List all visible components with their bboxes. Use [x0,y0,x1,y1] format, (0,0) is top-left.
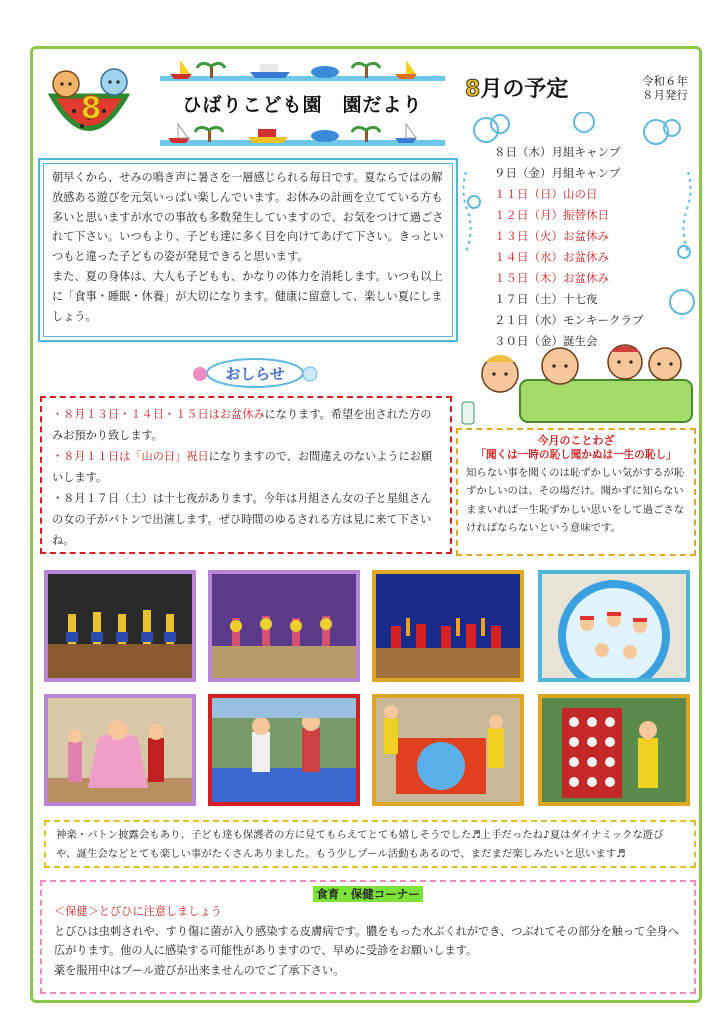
proverb-box [456,428,696,556]
photo-baton-stage-2 [208,570,360,682]
notice-item-mountain-day [52,446,440,488]
greeting-paragraph: 朝早くから、せみの鳴き声に暑さを一層感じられる毎日です。夏ならではの解放感ある遊びを元気いっぱい楽しんでいます。お休みの計画を立てている方も多いと思いますが水での事故も多数発生していますので、お気をつけて過ごされて下さい。いつもより、子ども達に多く目を向けてあげて下さい。きっといつもと違った子どもの姿が発見できると思います。 [52,171,444,264]
health-corner [40,880,696,994]
health-body: とびひは虫刺されや、すり傷に菌が入り感染する皮膚病です。膿をもった水ぶくれができ、つぶれてその部分を触って全身へ広がります。他の人に感染する可能性がありますので、早めに受診をお願いします。 [54,924,679,957]
oshirase-text: おしらせ [225,365,285,383]
schedule-title [465,72,568,103]
greeting-paragraph: また、夏の身体は、大人も子どもも、かなりの体力を消耗します。いつも以上に「食事・睡眠・休養」が大切になります。健康に留意して、楽しい夏にしましょう。 [52,269,443,323]
issue-date [606,74,688,102]
proverb-quote: 「聞くは一時の恥し聞かぬは一生の恥し」 [475,449,677,461]
schedule-title-text: 月の予定 [480,77,569,102]
proverb-heading: 今月のことわざ [537,434,615,447]
photo-pool-play [538,570,690,682]
schedule-item: ２１日（水）モンキークラブ [494,313,644,327]
notice-obon-text: になります。希望を出された方のみお預かり致します。 [52,408,432,442]
notice-item-jushichiya: ・８月１７日（土）は十七夜があります。今年は月組さん女の子と星組さんの女の子がバトンで出演します。ぜひ時間のゆるされる方は見に来て下さいね。 [52,492,432,547]
notice-mountain-day-text: になりますので、お間違えのないようにお願いします。 [52,450,433,484]
health-corner-title: 食育・保健コーナー [313,886,423,902]
photo-costume-party [44,694,196,806]
notice-mountain-day-highlight: ・８月１１日は「山の日」祝日 [52,450,209,463]
schedule-item-holiday: １５日（木）お盆休み [494,271,609,285]
schedule-list [494,142,684,352]
photo-water-play [208,694,360,806]
schedule-item-holiday: １３日（火）お盆休み [494,229,609,243]
badge-month-unit: 月 [114,118,125,131]
title-banner [160,56,445,152]
photo-table-activity [372,694,524,806]
issue-era: 令和６年 [642,74,688,88]
photo-kagura-stage [372,570,524,682]
schedule-item: ８日（木）月組キャンプ [494,145,621,159]
schedule-item: １７日（土）十七夜 [494,292,598,306]
newsletter-title: ひばりこども園 園だより [182,94,423,116]
proverb-explanation: 知らない事を聞くのは恥ずかしい気がするが恥ずかしいのは、その場だけ。聞かずに知らないままいれば一生恥ずかしい思いをして過ごさなければならないという意味です。 [466,467,685,535]
photo-baton-stage-1 [44,570,196,682]
notice-obon-highlight: ・８月１３日・１４日・１５日はお盆休み [52,408,265,421]
badge-month-number: 8 [80,91,102,126]
schedule-item-holiday: １１日（日）山の日 [494,187,598,201]
schedule-item-holiday: １２日（月）振替休日 [494,208,609,222]
greeting-box [38,158,458,342]
issue-month: ８月発行 [642,88,688,102]
schedule-item: ９日（金）月組キャンプ [494,166,621,180]
ship-decoration-icon [160,56,445,82]
photo-caption: 神楽・バトン披露会もあり、子ども達も保護者の方に見てもらえてとても嬉しそうでした♬上手だったね♪夏はダイナミックな遊びや、誕生会などとても楽しい事がたくさんありました。もう少しプール活動もあるので、まだまだ楽しみたいと思います♬ [44,820,696,868]
children-bath-illustration-icon [460,340,696,430]
health-subtitle: ＜保健＞とびひに注意しましょう [54,905,222,918]
schedule-title-number: 8 [465,77,481,102]
oshirase-label [192,356,318,390]
month-badge [44,66,134,146]
wave-decoration-icon [160,122,445,148]
notice-box [40,396,452,554]
schedule-item-holiday: １４日（水）お盆休み [494,250,609,264]
notice-item-obon [52,404,440,446]
photo-sticker-board [538,694,690,806]
health-note: 薬を服用中はプール遊びが出来ませんのでご了承下さい。 [54,963,345,977]
schedule-item: ３０日（金）誕生会 [494,334,598,348]
